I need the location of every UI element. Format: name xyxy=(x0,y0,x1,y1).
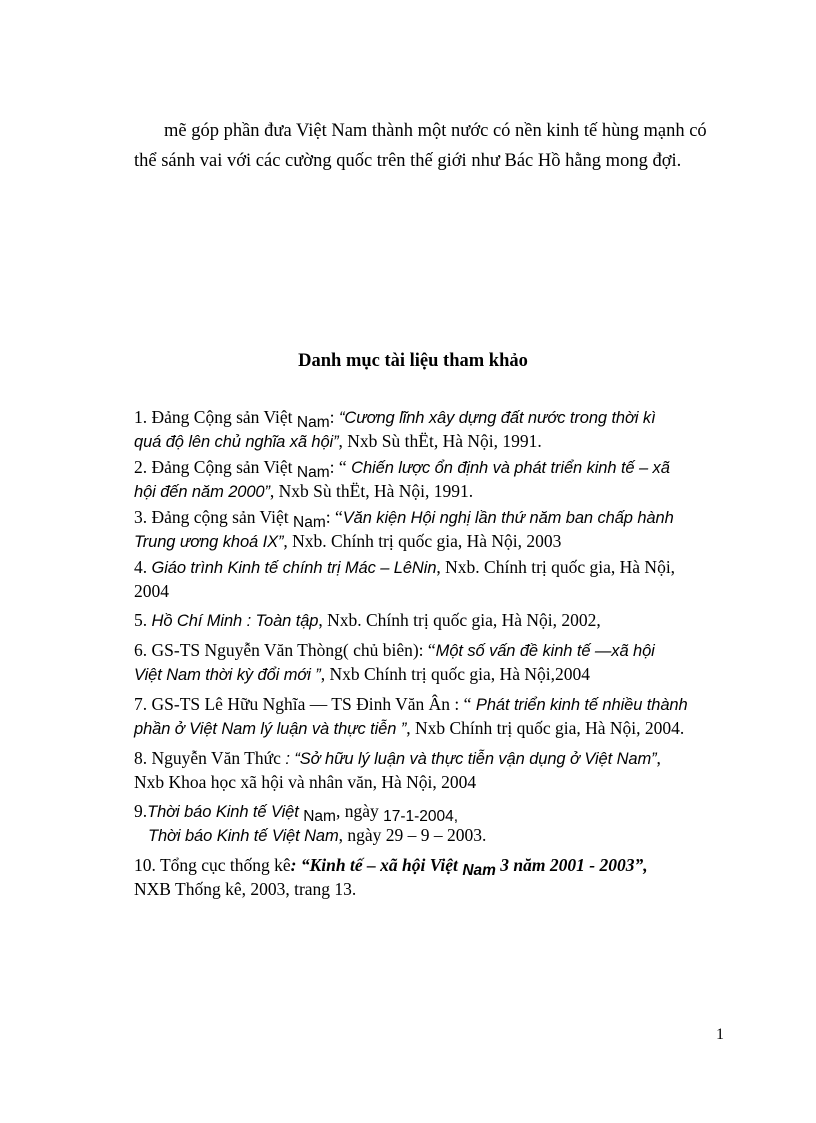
ref-title: Chiến lược ổn định và phát triển kinh tế – xã xyxy=(346,459,670,477)
ref-number: 7. xyxy=(134,694,152,714)
reference-item-6 xyxy=(134,639,724,687)
intro-line-1: mẽ góp phần đưa Việt Nam thành một nước có nền kinh tế hùng mạnh có xyxy=(164,121,707,141)
ref-year: 2004 xyxy=(134,581,169,601)
ref-number: 6. xyxy=(134,640,152,660)
ref-number: 4. xyxy=(134,557,152,577)
ref-title-cont: 3 năm 2001 - 2003”, xyxy=(495,855,648,875)
reference-item-2 xyxy=(134,456,724,504)
ref-author: Đảng cộng sản Việt xyxy=(151,507,289,527)
ref-publisher: , Nxb. Chính trị quốc gia, Hà Nội, 2002, xyxy=(318,610,601,630)
page-number: 1 xyxy=(716,1026,724,1043)
ref-publisher: , Nxb. Chính trị quốc gia, Hà Nội, xyxy=(436,557,676,577)
reference-item-10 xyxy=(134,854,724,901)
ref-colon: : “ xyxy=(329,457,347,477)
ref-author-suffix: Nam xyxy=(296,414,330,431)
ref-number: 1. xyxy=(134,407,152,427)
ref-publisher: Nxb Khoa học xã hội và nhân văn, Hà Nội, 2004 xyxy=(134,772,477,792)
ref-title: : “Sở hữu lý luận và thực tiễn vận dụng ở Việt Nam” xyxy=(280,750,657,768)
ref-colon: : xyxy=(329,407,335,427)
ref-publisher: , Nxb Chính trị quốc gia, Hà Nội,2004 xyxy=(320,664,590,684)
ref-title-suffix: Nam xyxy=(462,862,496,879)
ref-title-cont: Việt Nam thời kỳ đổi mới ” xyxy=(134,666,321,684)
reference-item-4 xyxy=(134,556,724,603)
ref-title-cont: quá độ lên chủ nghĩa xã hội” xyxy=(134,433,339,451)
ref-title-2: Thời báo Kinh tế Việt Nam xyxy=(148,827,339,845)
ref-number: 8. xyxy=(134,748,152,768)
ref-comma: , xyxy=(656,748,661,768)
ref-publisher: NXB Thống kê, 2003, trang 13. xyxy=(134,879,357,899)
reference-item-5 xyxy=(134,609,724,633)
ref-author-suffix: Nam xyxy=(293,514,326,531)
reference-item-9 xyxy=(134,800,724,848)
ref-title: “Cương lĩnh xây dựng đất nước trong thời kì xyxy=(334,409,656,427)
ref-title-suffix: Nam xyxy=(303,808,336,825)
ref-author-suffix: Nam xyxy=(296,464,330,481)
ref-title: Thời báo Kinh tế Việt xyxy=(147,803,304,821)
ref-title: Hồ Chí Minh : Toàn tập xyxy=(151,612,319,630)
ref-number: 3. xyxy=(134,507,152,527)
ref-colon: : xyxy=(290,855,301,875)
ref-title-cont: hội đến năm 2000” xyxy=(134,483,270,501)
ref-number: 5. xyxy=(134,610,152,630)
ref-publisher: , Nxb Chính trị quốc gia, Hà Nội, 2004. xyxy=(406,718,685,738)
ref-title: Văn kiện Hội nghị lần thứ năm ban chấp hành xyxy=(342,509,674,527)
ref-date-label: , ngày xyxy=(335,801,384,821)
ref-date: 17-1-2004 xyxy=(383,808,454,825)
ref-colon: : “ xyxy=(325,507,343,527)
ref-title-cont: phần ở Việt Nam lý luận và thực tiễn ” xyxy=(134,720,407,738)
reference-item-3 xyxy=(134,506,724,554)
ref-title: Giáo trình Kinh tế chính trị Mác – LêNin xyxy=(151,559,437,577)
ref-date-2: , ngày 29 – 9 – 2003. xyxy=(338,825,487,845)
ref-number: 9. xyxy=(134,801,148,821)
bibliography-heading: Danh mục tài liệu tham khảo xyxy=(298,351,528,371)
reference-item-8 xyxy=(134,747,724,794)
ref-author: GS-TS Lê Hữu Nghĩa — TS Đinh Văn Ân : “ xyxy=(151,694,472,714)
ref-publisher: , Nxb. Chính trị quốc gia, Hà Nội, 2003 xyxy=(283,531,562,551)
ref-author: Nguyễn Văn Thức xyxy=(151,748,281,768)
ref-publisher: , Nxb Sù thËt, Hà Nội, 1991. xyxy=(338,431,542,451)
reference-item-1 xyxy=(134,406,724,454)
ref-comma: , xyxy=(453,808,459,825)
ref-publisher: , Nxb Sù thËt, Hà Nội, 1991. xyxy=(269,481,474,501)
reference-item-7 xyxy=(134,693,724,741)
ref-author: Đảng Cộng sản Việt xyxy=(151,457,293,477)
ref-number: 10. xyxy=(134,855,160,875)
ref-author: GS-TS Nguyễn Văn Thòng( chủ biên): “ xyxy=(151,640,436,660)
ref-title-cont: Trung ương khoá IX” xyxy=(134,533,284,551)
intro-line-2: thể sánh vai với các cường quốc trên thế giới như Bác Hồ hằng mong đợi. xyxy=(134,151,682,171)
ref-number: 2. xyxy=(134,457,152,477)
ref-title: Một số vấn đề kinh tế —xã hội xyxy=(435,642,655,660)
intro-paragraph xyxy=(134,116,726,176)
ref-title: “Kinh tế – xã hội Việt xyxy=(300,855,463,875)
ref-author: Đảng Cộng sản Việt xyxy=(151,407,293,427)
ref-title: Phát triển kinh tế nhiều thành xyxy=(471,696,688,714)
reference-list xyxy=(134,406,724,903)
ref-author: Tổng cục thống kê xyxy=(159,855,291,875)
